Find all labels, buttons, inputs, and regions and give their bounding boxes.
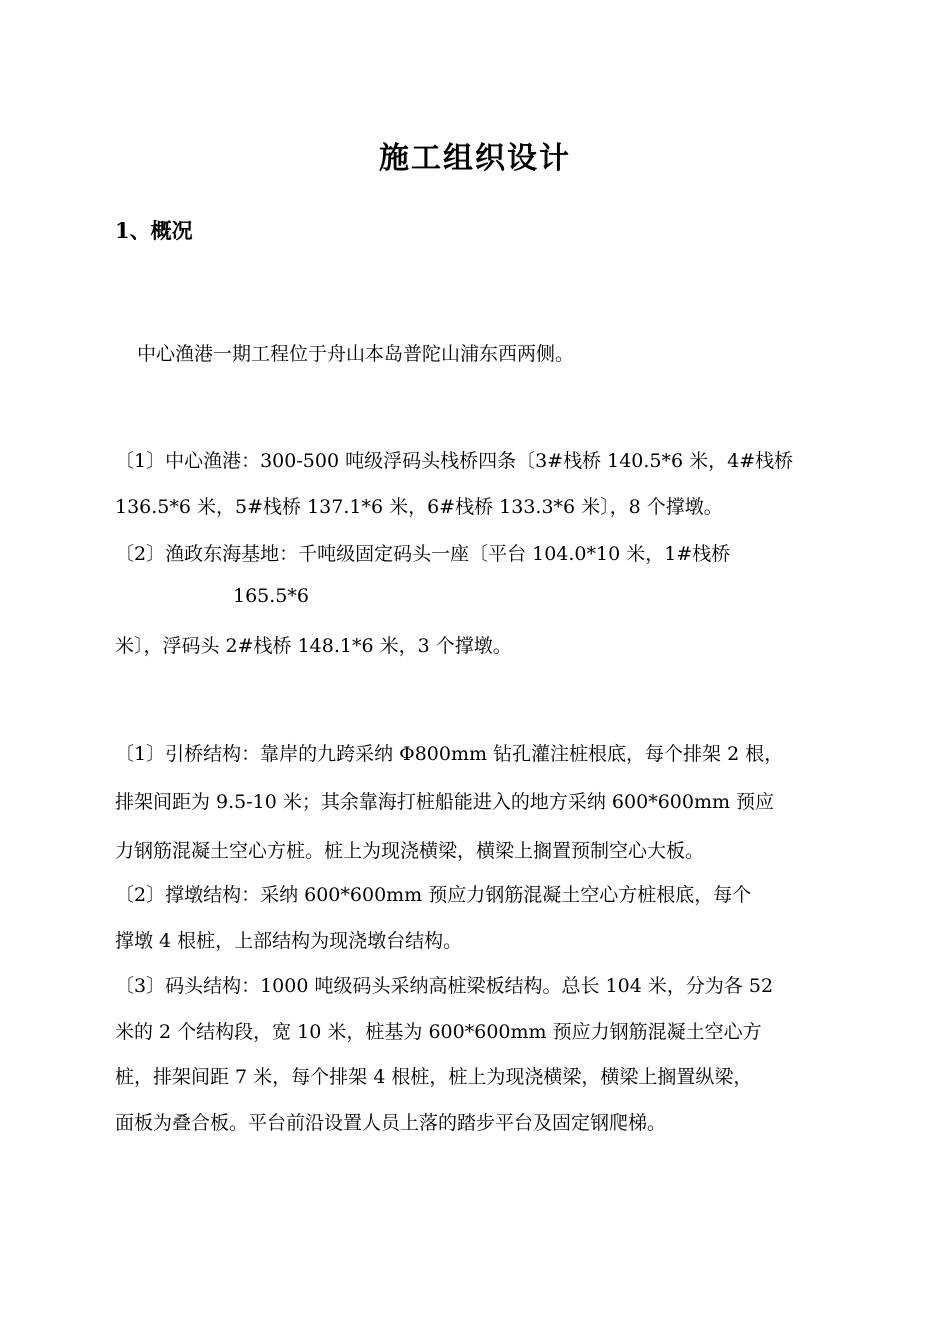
structure-line: 〔2〕撑墩结构：采纳 600*600mm 预应力钢筋混凝土空心方桩根底，每个	[115, 884, 752, 906]
structure-line: 〔1〕引桥结构：靠岸的九跨采纳 Φ800mm 钻孔灌注桩根底，每个排架 2 根，	[115, 743, 784, 765]
scope-line: 136.5*6 米，5#栈桥 137.1*6 米，6#栈桥 133.3*6 米〕，8 个撑墩。	[115, 496, 723, 518]
section-heading: 1、概况	[115, 218, 193, 243]
structure-line: 力钢筋混凝土空心方桩。桩上为现浇横梁，横梁上搁置预制空心大板。	[115, 840, 705, 862]
scope-line: 165.5*6	[233, 585, 309, 607]
scope-line: 〔2〕渔政东海基地：千吨级固定码头一座〔平台 104.0*10 米，1#栈桥	[115, 543, 731, 565]
scope-line: 〔1〕中心渔港：300-500 吨级浮码头栈桥四条〔3#栈桥 140.5*6 米，4#栈桥	[115, 450, 794, 472]
document-title: 施工组织设计	[379, 141, 571, 176]
structure-line: 排架间距为 9.5-10 米；其余靠海打桩船能进入的地方采纳 600*600mm 预应	[115, 791, 775, 813]
structure-line: 米的 2 个结构段，宽 10 米，桩基为 600*600mm 预应力钢筋混凝土空心方	[115, 1021, 762, 1043]
structure-line: 面板为叠合板。平台前沿设置人员上落的踏步平台及固定钢爬梯。	[115, 1112, 667, 1134]
structure-line: 桩，排架间距 7 米，每个排架 4 根桩，桩上为现浇横梁，横梁上搁置纵梁，	[115, 1066, 753, 1088]
structure-line: 撑墩 4 根桩，上部结构为现浇墩台结构。	[115, 930, 463, 952]
structure-line: 〔3〕码头结构：1000 吨级码头采纳高桩梁板结构。总长 104 米，分为各 52	[115, 975, 774, 997]
intro-paragraph: 中心渔港一期工程位于舟山本岛普陀山浦东西两侧。	[137, 343, 575, 365]
scope-line: 米〕，浮码头 2#栈桥 148.1*6 米，3 个撑墩。	[115, 635, 512, 657]
